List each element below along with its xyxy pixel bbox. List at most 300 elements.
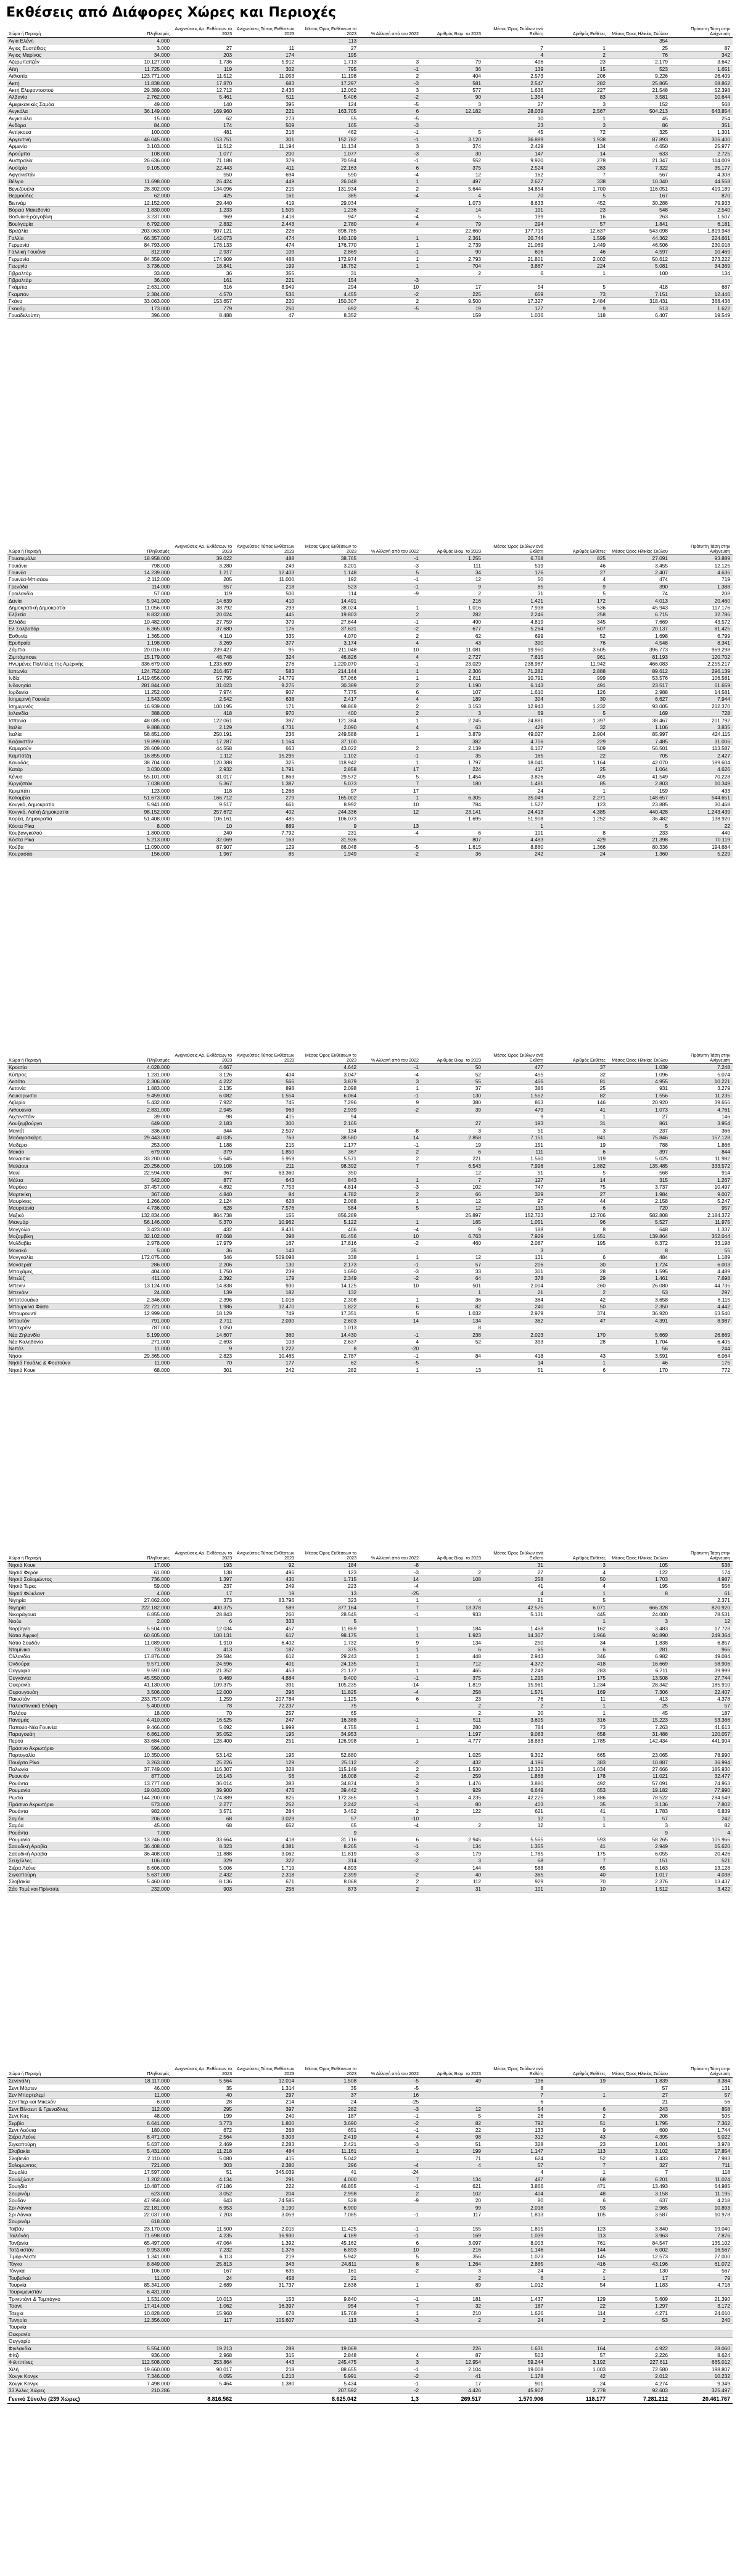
value-cell: 42.070 <box>608 759 670 766</box>
country-name-cell: Τουρκία <box>7 2281 110 2288</box>
value-cell: 6 <box>546 2197 608 2203</box>
value-cell: 27 <box>421 1120 483 1127</box>
value-cell: 1.050 <box>172 1324 234 1331</box>
table-row <box>7 1296 733 1303</box>
country-name-cell: Δανία <box>7 597 110 604</box>
value-cell: 2.283 <box>234 2140 297 2147</box>
value-cell: -2 <box>359 94 421 101</box>
value-cell: 11 <box>234 44 297 51</box>
value-cell: 3 <box>359 2359 421 2366</box>
value-cell: 665.012 <box>670 2359 733 2366</box>
table-row <box>7 1360 733 1366</box>
column-header: Πληθυσμός <box>110 543 172 555</box>
value-cell: 1.039 <box>608 1064 670 1071</box>
value-cell <box>421 1618 483 1625</box>
value-cell: 147 <box>483 150 546 157</box>
value-cell: 294 <box>483 220 546 227</box>
value-cell: 2.939 <box>297 1106 359 1113</box>
value-cell: 30.468 <box>670 801 733 808</box>
value-cell: 133 <box>483 2126 546 2133</box>
value-cell: 1.360 <box>608 851 670 857</box>
value-cell: 432 <box>421 1759 483 1765</box>
value-cell: 4.070 <box>297 632 359 639</box>
value-cell: 429 <box>546 836 608 843</box>
value-cell <box>297 2324 359 2330</box>
value-cell: 1 <box>546 2274 608 2281</box>
value-cell: 14.307 <box>483 1632 546 1639</box>
value-cell: 49 <box>421 2078 483 2084</box>
value-cell: 566 <box>234 1078 297 1084</box>
value-cell: 4.385 <box>546 808 608 815</box>
table-row <box>7 2246 733 2253</box>
value-cell: 325 <box>234 759 297 766</box>
value-cell <box>670 38 733 44</box>
value-cell: 14 <box>483 1360 546 1366</box>
value-cell: 45.907 <box>483 2387 546 2393</box>
value-cell: 84 <box>234 1191 297 1197</box>
value-cell: 3 <box>546 1562 608 1569</box>
value-cell: 282 <box>421 611 483 618</box>
value-cell: 6.365.000 <box>110 625 172 632</box>
value-cell: 761 <box>546 2239 608 2246</box>
value-cell: 17.000 <box>110 1562 172 1569</box>
value-cell: 166.712 <box>172 794 234 801</box>
country-name-cell: Ρωσία <box>7 1794 110 1801</box>
value-cell: 7 <box>546 171 608 178</box>
value-cell: 1.986 <box>172 1303 234 1310</box>
value-cell: 2.002 <box>546 255 608 262</box>
value-cell: 19.008 <box>483 2366 546 2372</box>
value-cell: 71.698.000 <box>110 2232 172 2239</box>
table-row <box>7 143 733 150</box>
value-cell: -5 <box>359 101 421 107</box>
value-cell <box>608 1324 670 1331</box>
value-cell: 1.785 <box>546 1738 608 1744</box>
value-cell: 5.644 <box>421 185 483 192</box>
table-row <box>7 1261 733 1268</box>
value-cell: 97 <box>297 787 359 794</box>
value-cell: 1.595 <box>608 1268 670 1274</box>
value-cell: 1.178 <box>483 2373 546 2380</box>
value-cell <box>670 1324 733 1331</box>
value-cell: 2.306 <box>421 667 483 674</box>
value-cell: 98.869 <box>297 703 359 709</box>
table-row <box>7 2140 733 2147</box>
value-cell: 947 <box>297 213 359 220</box>
value-cell: 221 <box>421 1155 483 1162</box>
value-cell: 16.525 <box>172 1716 234 1723</box>
table-row <box>7 646 733 653</box>
value-cell: 1.259 <box>172 1695 234 1702</box>
value-cell: 2.371 <box>670 1597 733 1604</box>
value-cell: 30 <box>546 696 608 703</box>
value-cell: 17.728 <box>670 1625 733 1632</box>
table-row <box>7 1226 733 1232</box>
value-cell: 21.347 <box>608 157 670 163</box>
value-cell: 20.016.000 <box>110 646 172 653</box>
value-cell: 163 <box>234 836 297 843</box>
country-name-cell: Παλάου <box>7 1709 110 1716</box>
country-name-cell: Σαουδική Αραβία <box>7 1843 110 1850</box>
value-cell <box>483 276 546 283</box>
value-cell: 61.000 <box>110 1569 172 1575</box>
value-cell: 1.571 <box>483 1688 546 1695</box>
value-cell: 1.599 <box>546 234 608 241</box>
value-cell <box>297 2330 359 2337</box>
value-cell: 29.440 <box>172 199 234 206</box>
value-cell: 345 <box>546 618 608 625</box>
value-cell: 112.000 <box>110 2105 172 2112</box>
value-cell: 27 <box>608 1113 670 1120</box>
country-name-cell: Άγιος Ευστάθιος <box>7 44 110 51</box>
column-header: Μέσος Όρος Σκύλων ανά Εκθέτη <box>483 2066 546 2078</box>
value-cell: 188 <box>483 1226 546 1232</box>
value-cell: 4.893 <box>297 1864 359 1871</box>
country-name-cell: Ντομίνικα <box>7 1646 110 1653</box>
value-cell: 367.000 <box>110 1191 172 1197</box>
value-cell: 2.762.000 <box>110 94 172 101</box>
value-cell: 109.108 <box>172 1162 234 1169</box>
table-row <box>7 1653 733 1660</box>
country-name-cell: Σαμόα <box>7 1815 110 1822</box>
value-cell: -4 <box>359 1583 421 1590</box>
value-cell <box>421 122 483 128</box>
table-body <box>7 1064 733 1374</box>
value-cell: 176.770 <box>297 241 359 248</box>
value-cell: 39.999 <box>670 1667 733 1674</box>
table-row <box>7 1317 733 1324</box>
value-cell <box>483 1829 546 1836</box>
table-row <box>7 709 733 716</box>
value-cell: 151 <box>483 1141 546 1148</box>
value-cell: 52.880 <box>297 1751 359 1758</box>
table-row <box>7 2267 733 2274</box>
value-cell <box>421 1345 483 1352</box>
value-cell: 81 <box>546 1078 608 1084</box>
value-cell: 55 <box>297 115 359 122</box>
value-cell: 218 <box>234 583 297 590</box>
table-row <box>7 731 733 738</box>
value-cell: 24.881 <box>483 717 546 724</box>
value-cell: 11.982 <box>670 1155 733 1162</box>
value-cell <box>483 2324 546 2330</box>
value-cell: -2 <box>359 2387 421 2393</box>
value-cell: 568 <box>670 101 733 107</box>
value-cell: 23 <box>546 59 608 65</box>
value-cell: 1 <box>359 241 421 248</box>
value-cell: 1.233 <box>172 206 234 213</box>
value-cell: 7.615 <box>483 653 546 660</box>
value-cell: 51 <box>172 2169 234 2176</box>
value-cell: 226 <box>421 2345 483 2351</box>
value-cell <box>608 1597 670 1604</box>
value-cell: 42.575 <box>483 1604 546 1611</box>
value-cell <box>359 1709 421 1716</box>
value-cell: 4.235 <box>172 2232 234 2239</box>
value-cell: 53.142 <box>172 1751 234 1758</box>
value-cell: 78.522 <box>608 1794 670 1801</box>
value-cell: 3.605 <box>546 646 608 653</box>
value-cell: 462 <box>297 129 359 136</box>
value-cell: 8 <box>483 2084 546 2091</box>
value-cell: 65 <box>546 1864 608 1871</box>
value-cell: 201.792 <box>670 717 733 724</box>
value-cell: 45.550.000 <box>110 1674 172 1681</box>
value-cell: 466.083 <box>608 661 670 667</box>
value-cell: 6 <box>483 270 546 276</box>
table-row <box>7 569 733 576</box>
value-cell: 126 <box>546 688 608 695</box>
value-cell: 2.949 <box>608 1843 670 1850</box>
value-cell: 2.015 <box>234 2225 297 2232</box>
value-cell: 7.000 <box>110 1829 172 1836</box>
country-name-cell: Λιθουανία <box>7 1106 110 1113</box>
value-cell: 31 <box>483 590 546 597</box>
value-cell: 29.443.000 <box>110 1134 172 1141</box>
value-cell: 31.488 <box>608 1730 670 1737</box>
value-cell: 379 <box>234 157 297 163</box>
value-cell: 1.554 <box>234 1092 297 1099</box>
value-cell: 624 <box>483 2155 546 2161</box>
country-name-cell: Ουκρανία <box>7 1681 110 1688</box>
value-cell: 36 <box>172 1247 234 1253</box>
value-cell: 81.456 <box>297 1232 359 1239</box>
value-cell: 1 <box>546 1703 608 1709</box>
column-header: Ανιχνεύσεις Τύπος Εκθέσεων 2023 <box>234 1052 297 1064</box>
table-row <box>7 815 733 822</box>
value-cell <box>359 1289 421 1296</box>
table-row <box>7 1176 733 1183</box>
value-cell: -2 <box>359 2120 421 2126</box>
value-cell: 98.175 <box>297 1632 359 1639</box>
value-cell: 79 <box>670 2274 733 2281</box>
value-cell: 9 <box>359 1099 421 1106</box>
value-cell: 1.750 <box>172 1268 234 1274</box>
value-cell: 17.327 <box>483 298 546 305</box>
value-cell: 3 <box>483 1247 546 1253</box>
value-cell <box>546 2324 608 2330</box>
value-cell <box>670 2218 733 2225</box>
value-cell: 501 <box>421 1282 483 1289</box>
value-cell: 2 <box>359 1878 421 1885</box>
column-header: Ανιχνεύσεις Αρ. Εκθέσεων το 2023 <box>172 543 234 555</box>
value-cell: 21 <box>483 1289 546 1296</box>
column-header: Αριθμός Βιομ. το 2023 <box>421 543 483 555</box>
table-row <box>7 94 733 101</box>
table-row <box>7 674 733 681</box>
country-name-cell: Νιγηρία <box>7 1597 110 1604</box>
value-cell: 1.610 <box>483 688 546 695</box>
table-row <box>7 2148 733 2155</box>
value-cell: 961 <box>546 653 608 660</box>
table-row <box>7 213 733 220</box>
column-header: Αριθμός Βιομ. το 2023 <box>421 1052 483 1064</box>
value-cell: 11.053 <box>234 73 297 80</box>
value-cell: 6.855.000 <box>110 1611 172 1617</box>
country-name-cell: Αλβανία <box>7 94 110 101</box>
value-cell: 41 <box>546 1843 608 1850</box>
value-cell: 34 <box>546 1639 608 1646</box>
table-row <box>7 576 733 583</box>
value-cell: 100.131 <box>172 1632 234 1639</box>
country-name-cell: Τόνγκα <box>7 2267 110 2274</box>
value-cell: 588 <box>483 1864 546 1871</box>
value-cell: 936.000 <box>110 2351 172 2358</box>
value-cell: 27 <box>483 1569 546 1575</box>
table-row <box>7 1240 733 1247</box>
value-cell: 5.434 <box>297 2380 359 2387</box>
value-cell: 1.197 <box>421 1730 483 1737</box>
value-cell: 51 <box>483 1170 546 1176</box>
value-cell: 9.840 <box>297 2295 359 2302</box>
country-name-cell: Σιγκαπούρη <box>7 1871 110 1878</box>
value-cell: 163.705 <box>297 108 359 115</box>
value-cell: 19.182 <box>608 1787 670 1794</box>
value-cell: 1.732 <box>297 1639 359 1646</box>
value-cell: 208 <box>608 2113 670 2120</box>
value-cell: 115.149 <box>297 1765 359 1772</box>
value-cell: 79 <box>421 59 483 65</box>
value-cell: 393 <box>483 1338 546 1345</box>
value-cell: 176 <box>234 625 297 632</box>
value-cell: 19.660.000 <box>110 2366 172 2372</box>
value-cell: 7.669 <box>608 618 670 625</box>
value-cell: 873 <box>297 1885 359 1892</box>
value-cell: 2.135 <box>172 1085 234 1092</box>
column-header: Μέσος Όρος Σκύλων ανά Εκθέτη <box>483 1052 546 1064</box>
value-cell: 9 <box>359 1639 421 1646</box>
country-name-cell: 33 Άλλες Χώρες <box>7 2387 110 2393</box>
value-cell <box>421 115 483 122</box>
country-name-cell: Νιούε <box>7 1618 110 1625</box>
value-cell: 59.244 <box>483 2359 546 2366</box>
value-cell <box>234 2330 297 2337</box>
value-cell <box>359 1703 421 1709</box>
value-cell: 5.912 <box>234 59 297 65</box>
value-cell: 144.200.000 <box>110 1794 172 1801</box>
value-cell: 42 <box>546 2373 608 2380</box>
country-name-cell: Ισλανδία <box>7 709 110 716</box>
value-cell: 9 <box>546 2126 608 2133</box>
value-cell: 1.800.000 <box>110 829 172 836</box>
value-cell: 2.567 <box>546 108 608 115</box>
table-row <box>7 73 733 80</box>
value-cell: 2.124 <box>172 1197 234 1204</box>
country-name-cell: Γουατεμάλα <box>7 555 110 562</box>
value-cell: 1 <box>359 1625 421 1632</box>
value-cell: 10.791 <box>483 674 546 681</box>
value-cell: 238.987 <box>483 661 546 667</box>
country-name-cell: Κόστα Ρίκα <box>7 822 110 829</box>
value-cell: -1 <box>359 2225 421 2232</box>
value-cell: 2.023 <box>483 1331 546 1338</box>
country-name-cell: Σεϋχέλλες <box>7 1857 110 1864</box>
value-cell: 199 <box>234 263 297 270</box>
table-row <box>7 1253 733 1260</box>
value-cell: 17.351 <box>297 1310 359 1317</box>
value-cell: 24 <box>172 2274 234 2281</box>
value-cell: 57 <box>670 2091 733 2098</box>
value-cell: 7 <box>483 44 546 51</box>
country-name-cell: Γουαδελούπη <box>7 312 110 318</box>
value-cell: 12 <box>421 1197 483 1204</box>
table-row <box>7 752 733 759</box>
value-cell: 21 <box>297 2274 359 2281</box>
value-cell: 877.000 <box>110 1773 172 1780</box>
value-cell: 8.431 <box>234 1226 297 1232</box>
value-cell: 1.232 <box>546 703 608 709</box>
value-cell: 2 <box>421 2274 483 2281</box>
value-cell <box>297 2218 359 2225</box>
country-name-cell: Μπουρκίνα Φάσο <box>7 1303 110 1310</box>
value-cell: 273.222 <box>670 255 733 262</box>
value-cell: 7 <box>359 1162 421 1169</box>
value-cell: 33.063.000 <box>110 298 172 305</box>
country-name-cell: Παλαιστινιακά Εδάφη <box>7 1703 110 1709</box>
country-name-cell: Αρμενία <box>7 143 110 150</box>
value-cell: 1 <box>359 794 421 801</box>
header-row <box>7 1550 733 1562</box>
value-cell: 1.112 <box>172 752 234 759</box>
header-row <box>7 26 733 38</box>
table-row <box>7 2359 733 2366</box>
table-row <box>7 2260 733 2267</box>
value-cell: 3.483 <box>608 1625 670 1632</box>
value-cell: 10.127.000 <box>110 59 172 65</box>
value-cell: 329 <box>483 1191 546 1197</box>
value-cell: -2 <box>359 1240 421 1247</box>
value-cell: 4 <box>421 2161 483 2168</box>
value-cell: 5.431.000 <box>110 2148 172 2155</box>
value-cell: 5.637.000 <box>110 1871 172 1878</box>
country-name-cell: Βοσνία-Ερζεγοβίνη <box>7 213 110 220</box>
value-cell: 38.580 <box>297 1134 359 1141</box>
country-name-cell: Χονγκ Κονγκ <box>7 2380 110 2387</box>
value-cell: 123 <box>546 801 608 808</box>
value-cell: 28 <box>172 2099 234 2105</box>
value-cell: 17 <box>359 787 421 794</box>
value-cell: 196 <box>483 2078 546 2084</box>
value-cell: 193 <box>483 1120 546 1127</box>
value-cell: 323 <box>297 1597 359 1604</box>
table-row <box>7 717 733 724</box>
column-header: % Αλλαγή από του 2022 <box>359 1052 421 1064</box>
value-cell: 3.237.000 <box>110 213 172 220</box>
table-row <box>7 115 733 122</box>
table-row <box>7 745 733 751</box>
value-cell <box>421 1815 483 1822</box>
value-cell: 4 <box>359 2351 421 2358</box>
value-cell: 445 <box>546 1611 608 1617</box>
value-cell <box>421 1247 483 1253</box>
value-cell: 324 <box>234 653 297 660</box>
value-cell: 1 <box>359 2281 421 2288</box>
value-cell: 80 <box>483 2197 546 2203</box>
table-row <box>7 1759 733 1765</box>
country-name-cell: Φινλανδία <box>7 2345 110 2351</box>
value-cell: 258 <box>483 1575 546 1582</box>
value-cell: 123.000 <box>110 787 172 794</box>
value-cell: 24.010 <box>670 2310 733 2316</box>
value-cell: 623.000 <box>110 2190 172 2197</box>
value-cell: 1.337 <box>670 1226 733 1232</box>
value-cell: 25 <box>546 766 608 773</box>
value-cell: 32.102.000 <box>110 1232 172 1239</box>
value-cell: 11.500 <box>172 2225 234 2232</box>
value-cell: 37.631 <box>297 625 359 632</box>
value-cell: 18.841 <box>172 263 234 270</box>
value-cell: 7.296 <box>297 1099 359 1106</box>
